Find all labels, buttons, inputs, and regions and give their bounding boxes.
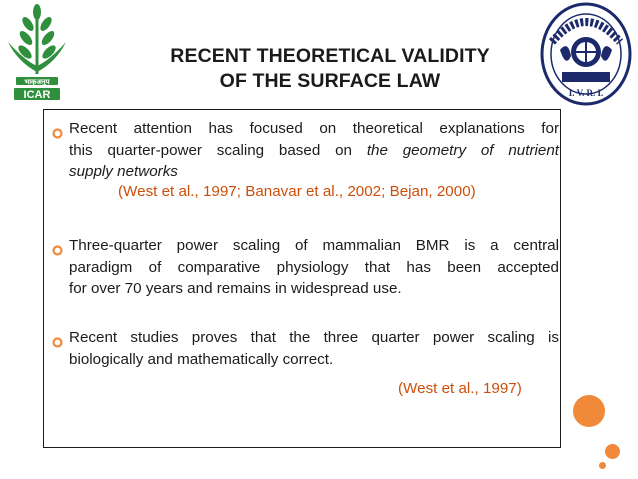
slide-title-line-2: OF THE SURFACE LAW: [219, 70, 441, 92]
ivri-logo: [538, 2, 634, 108]
bullet-ring-icon: [52, 243, 63, 254]
decorative-large-circle: [573, 395, 605, 427]
svg-text:I. V. R. I.: I. V. R. I.: [568, 88, 604, 98]
bullet-ring-icon: [52, 126, 63, 137]
bullet-3-text: [69, 327, 559, 370]
bullet-1-citation: (West et al., 1997; Banavar et al., 2002; Bejan, 2000): [118, 183, 476, 200]
bullet-1-text: [69, 118, 559, 183]
decorative-medium-circle: [605, 444, 620, 459]
bullet-2-line-1: Three-quarter power scaling of mammalian BMR is a central: [69, 237, 559, 254]
bullet-1-line-2-plain: this quarter-power scaling based on: [69, 141, 367, 159]
bullet-2-text: [69, 235, 559, 300]
bullet-1-line-2: [69, 140, 559, 162]
bullet-3-citation: (West et al., 1997): [398, 380, 522, 397]
slide-title-line-1: RECENT THEORETICAL VALIDITY: [170, 45, 490, 67]
icar-logo: [2, 2, 72, 106]
bullet-1-line-1: Recent attention has focused on theoretical explanations for: [69, 120, 559, 137]
decorative-small-circle: [599, 462, 606, 469]
svg-text:भाकृअनुप: भाकृअनुप: [24, 78, 50, 86]
bullet-2-line-2: paradigm of comparative physiology that has been accepted: [69, 258, 559, 276]
icar-wheat-logo-icon: [2, 2, 72, 106]
bullet-3-line-2: biologically and mathematically correct.: [69, 350, 334, 368]
bullet-1-line-3: [69, 161, 559, 183]
ivri-emblem-icon: [538, 2, 634, 108]
bullet-3-line-1: Recent studies proves that the three quarter power scaling is: [69, 329, 559, 346]
bullet-1-line-2-italic: the geometry of nutrient: [366, 141, 560, 159]
bullet-ring-icon: [52, 335, 63, 346]
slide-title: [110, 44, 550, 94]
bullet-2-line-3: for over 70 years and remains in widespread use.: [69, 280, 402, 297]
svg-text:ICAR: ICAR: [23, 89, 51, 101]
bullet-1-line-3-italic: supply networks: [69, 163, 178, 180]
